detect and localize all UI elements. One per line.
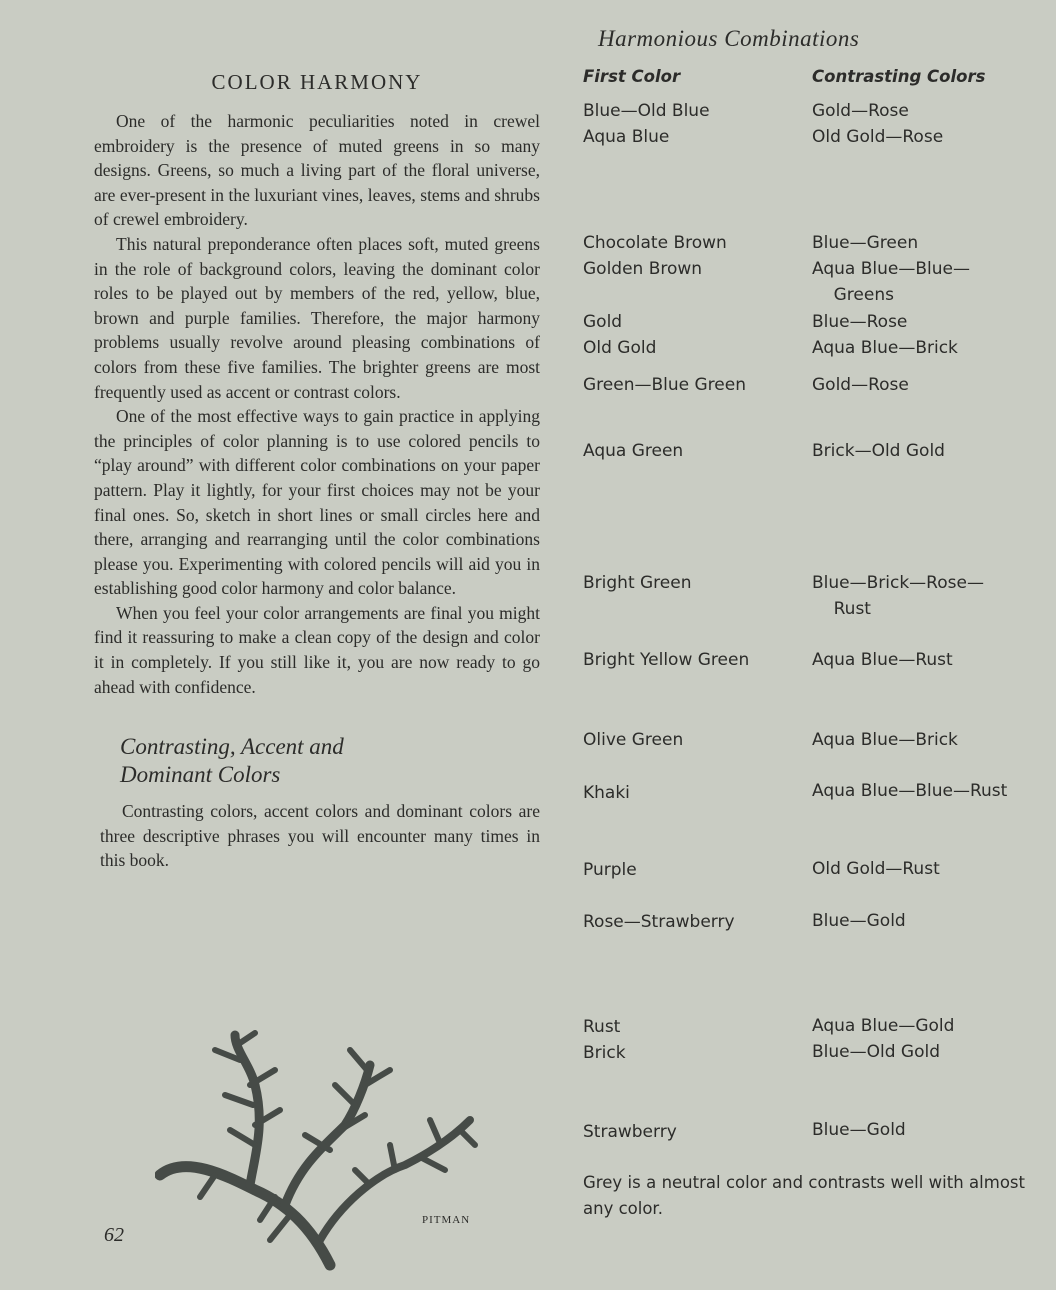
contrasting-color-cell: Brick—Old Gold (812, 441, 945, 461)
contrasting-color-cell: Old Gold—Rust (812, 859, 940, 879)
section-heading: COLOR HARMONY (211, 70, 423, 94)
contrasting-color-cell: Gold—Rose (812, 375, 909, 395)
illustration-credit: PITMAN (422, 1214, 471, 1226)
first-color-cell: Chocolate Brown Golden Brown (583, 233, 727, 279)
first-color-cell: Rust Brick (583, 1017, 626, 1063)
contrasting-color-cell: Aqua Blue—Brick (812, 730, 958, 750)
neutral-color-note: Grey is a neutral color and contrasts well with almost any color. (583, 1173, 1025, 1218)
contrasting-color-cell: Blue—Gold (812, 1120, 906, 1140)
contrasting-color-cell: Gold—Rose Old Gold—Rose (812, 101, 944, 147)
first-color-cell: Rose—Strawberry (583, 912, 735, 932)
subsection-heading-line: Contrasting, Accent and (120, 734, 344, 760)
column-header-first-color: First Color (583, 67, 681, 86)
contrasting-color-cell: Blue—Gold (812, 911, 906, 931)
body-paragraph: Contrasting colors, accent colors and dominant colors are three descriptive phrases you will encounter many times in this book. (100, 801, 540, 871)
contrasting-color-cell: Blue—Green Aqua Blue—Blue— Greens (812, 233, 970, 305)
column-header-contrasting-colors: Contrasting Colors (812, 67, 986, 86)
first-color-cell: Bright Yellow Green (583, 650, 750, 670)
first-color-cell: Blue—Old Blue Aqua Blue (583, 101, 710, 147)
crewel-branch-illustration (155, 1025, 485, 1275)
first-color-cell: Bright Green (583, 573, 692, 593)
subsection-heading-line: Dominant Colors (120, 762, 281, 788)
first-color-cell: Strawberry (583, 1122, 677, 1142)
first-color-cell: Olive Green (583, 730, 684, 750)
body-paragraph: One of the most effective ways to gain practice in applying the principles of color planning is to use colored pencils to “play around” with different color combinations on your paper pattern. Play it lightly, for your first choices may not be your final ones. So, sketch in short lines or small circles here and there, arranging and rearranging until the color combinations please you. Experimenting with colored pencils will aid you in establishing good color harmony and color balance. (94, 406, 540, 599)
table-title: Harmonious Combinations (598, 26, 860, 51)
first-color-cell: Purple (583, 860, 637, 880)
body-paragraph: This natural preponderance often places soft, muted greens in the role of background colors, leaving the dominant color roles to be played out by members of the red, yellow, blue, brown and purple families. Therefore, the major harmony problems usually revolve around pleasing combinations of colors from these five families. The brighter greens are most frequently used as accent or contrast colors. (94, 233, 540, 402)
first-color-cell: Green—Blue Green (583, 375, 746, 395)
contrasting-color-cell: Aqua Blue—Gold Blue—Old Gold (812, 1016, 955, 1062)
contrasting-color-cell: Blue—Brick—Rose— Rust (812, 573, 984, 619)
page-number: 62 (104, 1224, 124, 1246)
first-color-cell: Aqua Green (583, 441, 684, 461)
subsection-heading (120, 733, 540, 789)
body-paragraph: One of the harmonic peculiarities noted in crewel embroidery is the presence of muted greens in so many designs. Greens, so much a living part of the floral universe, are ever-present in the luxuriant vines, leaves, stems and shrubs of crewel embroidery. (94, 111, 540, 230)
body-paragraph: When you feel your color arrangements are final you might find it reassuring to make a clean copy of the design and color it in completely. If you still like it, you are now ready to go ahead with confidence. (94, 602, 540, 697)
first-color-cell: Gold Old Gold (583, 312, 657, 358)
contrasting-color-cell: Blue—Rose Aqua Blue—Brick (812, 312, 958, 358)
contrasting-color-cell: Aqua Blue—Blue—Rust (812, 781, 1008, 801)
left-column (94, 70, 540, 873)
first-color-cell: Khaki (583, 783, 630, 803)
contrasting-color-cell: Aqua Blue—Rust (812, 650, 953, 670)
